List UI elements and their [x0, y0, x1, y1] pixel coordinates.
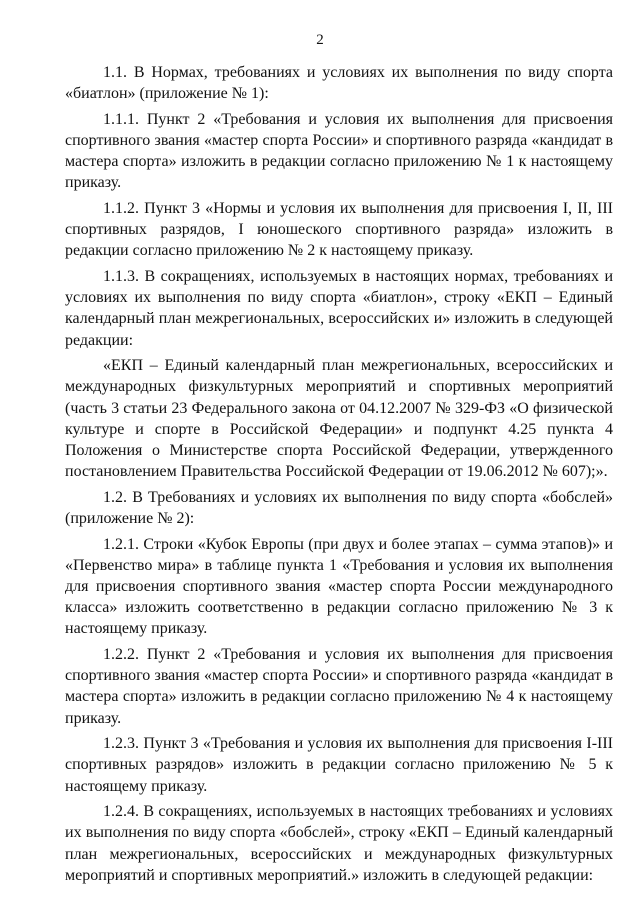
paragraph-ekp-definition: «ЕКП – Единый календарный план межрегиональных, всероссийских и международных физкультурных мероприятий и спортивных мероприятий (часть 3 статьи 23 Федерального закона от 04.12.2007 № 329-ФЗ «О физической культуре и спорте в Российской Федерации» и подпункт 4.25 пункта 4 Положения о Министерстве спорта Российской Федерации, утвержденного постановлением Правительства Российской Федерации от 19.06.2012 № 607);». [65, 357, 613, 481]
paragraph-1-2-4: 1.2.4. В сокращениях, используемых в настоящих требованиях и условиях их выполнения по виду спорта «бобслей», строку «ЕКП – Единый календарный план межрегиональных, всероссийских и международных физкультурных мероприятий и спортивных мероприятий.» изложить в следующей редакции: [65, 803, 613, 884]
paragraph-1-2: 1.2. В Требованиях и условиях их выполнения по виду спорта «бобслей» (приложение № 2): [65, 488, 613, 528]
paragraph-1-2-2: 1.2.2. Пункт 2 «Требования и условия их выполнения для присвоения спортивного звания «мастер спорта России» и спортивного разряда «кандидат в мастера спорта» изложить в редакции согласно приложению № 4 к настоящему приказу. [65, 646, 613, 727]
paragraph-1-1: 1.1. В Нормах, требованиях и условиях их выполнения по виду спорта «биатлон» (приложение № 1): [65, 64, 613, 103]
page-number: 2 [316, 32, 324, 48]
paragraph-1-2-3: 1.2.3. Пункт 3 «Требования и условия их выполнения для присвоения I-III спортивных разрядов» изложить в редакции согласно приложению № 5 к настоящему приказу. [65, 735, 613, 795]
paragraph-1-1-3: 1.1.3. В сокращениях, используемых в настоящих нормах, требованиях и условиях их выполнения по виду спорта «биатлон», строку «ЕКП – Единый календарный план межрегиональных, всероссийских и» изложить в следующей редакции: [65, 268, 613, 349]
paragraph-1-1-1: 1.1.1. Пункт 2 «Требования и условия их выполнения для присвоения спортивного звания «мастер спорта России» и спортивного разряда «кандидат в мастера спорта» изложить в редакции согласно приложению № 1 к настоящему приказу. [65, 110, 613, 192]
document-body [65, 62, 613, 890]
paragraph-1-1-2: 1.1.2. Пункт 3 «Нормы и условия их выполнения для присвоения I, II, III спортивных разрядов, I юношеского спортивного разряда» изложить в редакции согласно приложению № 2 к настоящему приказу. [65, 200, 613, 260]
paragraph-1-2-1: 1.2.1. Строки «Кубок Европы (при двух и более этапах – сумма этапов)» и «Первенство мира» в таблице пункта 1 «Требования и условия их выполнения для присвоения спортивного звания «мастер спорта России международного класса» изложить соответственно в редакции согласно приложению № 3 к настоящему приказу. [65, 535, 613, 638]
